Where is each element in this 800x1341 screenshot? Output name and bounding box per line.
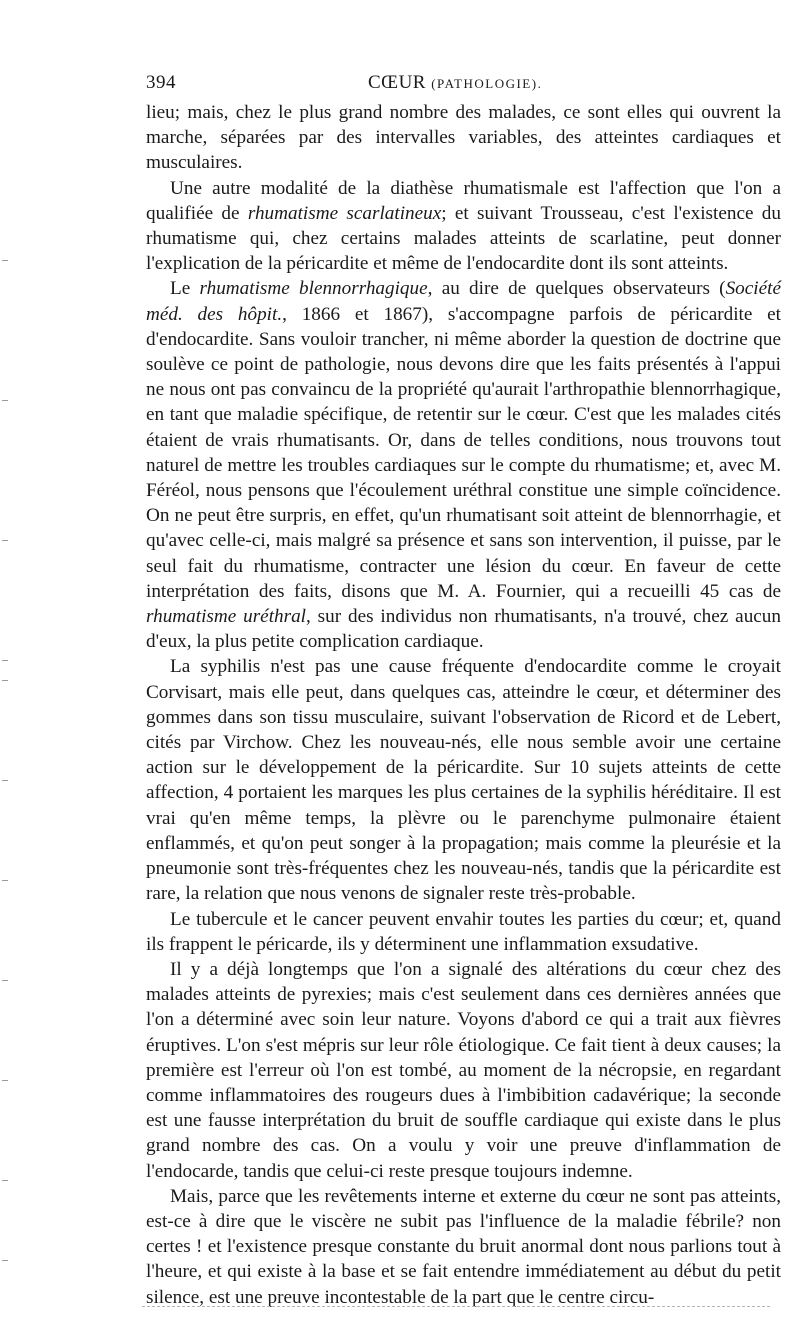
scan-margin-marks xyxy=(2,120,10,1300)
margin-tick xyxy=(2,680,8,681)
text-run: , au dire de quelques observateurs ( xyxy=(427,278,726,300)
text-run: Il y a déjà longtemps que l'on a signalé des altérations du cœur chez des malades atteints de pyrexies; mais c'est seulement dans ces dernières années que l'on a déterminé avec soin leur nature. Voyons d'abord ce qui a trait aux fièvres éruptives. L'on s'est mépris sur leur rôle étiologique. Ce fait tient à deux causes; la première est l'erreur où l'on est tombé, au moment de la nécropsie, en regardant comme inflammatoires des rougeurs dues à l'imbibition cadavérique; la seconde est une fausse interprétation du bruit de souffle cardiaque qui existe dans le plus grand nombre des cas. On a voulu y voir une preuve d'inflammation de l'endocarde, tandis que celui-ci reste presque toujours indemne. xyxy=(146,958,781,1182)
text-run: Le xyxy=(170,278,200,300)
running-title-subtitle: (PATHOLOGIE). xyxy=(431,76,543,91)
footer-rule xyxy=(142,1306,770,1307)
margin-tick xyxy=(2,540,8,541)
paragraph-6 xyxy=(146,957,781,1184)
margin-tick xyxy=(2,1080,8,1081)
paragraph-5 xyxy=(146,907,781,957)
text-run: ; et suivant Trousseau, c'est l'existence du rhumatisme qui, chez certains malades atteints de scarlatine, peut donner l'explication de la péricardite et même de l'endocardite dont ils sont atteints. xyxy=(146,202,781,275)
text-run: Une autre modalité de la diathèse rhumatismale est l'affection que l'on a qualifiée de xyxy=(146,177,781,224)
margin-tick xyxy=(2,660,8,661)
running-title-main: CŒUR xyxy=(368,72,426,93)
margin-tick xyxy=(2,400,8,401)
italic-citation: Société méd. des hôpit. xyxy=(146,278,781,325)
text-run: , sur des individus non rhumatisants, n'a trouvé, chez aucun d'eux, la plus petite complication cardiaque. xyxy=(146,606,781,653)
margin-tick xyxy=(2,780,8,781)
italic-term: rhumatisme blennorrhagique xyxy=(199,278,428,300)
text-run: , 1866 et 1867), s'accompagne parfois de péricardite et d'endocardite. Sans vouloir trancher, ni même aborder la question de doctrine que soulève ce point de pathologie, nous devons dire que les faits présentés à l'appui ne nous ont pas convaincu de la propriété qu'aurait l'arthropathie blennorrhagique, en tant que maladie spécifique, de retentir sur le cœur. C'est que les malades cités étaient de vrais rhumatisants. Or, dans de telles conditions, nous trouvons tout naturel de mettre les troubles cardiaques sur le compte du rhumatisme; et, avec M. Féréol, nous pensons que l'écoulement uréthral constitue une simple coïncidence. On ne peut être surpris, en effet, qu'un rhumatisant soit atteint de blennorrhagie, et qu'avec celle-ci, mais malgré sa présence et sans son intervention, il puisse, par le seul fait du rhumatisme, contracter une lésion du cœur. En faveur de cette interprétation des faits, disons que M. A. Fournier, qui a recueilli 45 cas de xyxy=(146,303,781,602)
text-run: La syphilis n'est pas une cause fréquente d'endocardite comme le croyait Corvisart, mais elle peut, dans quelques cas, atteindre le cœur, et déterminer des gommes dans son tissu musculaire, suivant l'observation de Ricord et de Lebert, cités par Virchow. Chez les nouveau-nés, elle nous semble avoir une certaine action sur le développement de la péricardite. Sur 10 sujets atteints de cette affection, 4 portaient les marques les plus certaines de la syphilis héréditaire. Il est vrai qu'en même temps, la plèvre ou le parenchyme pulmonaire étaient enflammés, et qu'on peut songer à la propagation; mais comme la pleurésie et la pneumonie sont très-fréquentes chez les nouveau-nés, tandis que la péricardite est rare, la relation que nous venons de signaler reste très-probable. xyxy=(146,656,781,905)
margin-tick xyxy=(2,1260,8,1261)
text-run: lieu; mais, chez le plus grand nombre des malades, ce sont elles qui ouvrent la marche, séparées par des intervalles variables, des atteintes cardiaques et musculaires. xyxy=(146,102,781,174)
text-run: Mais, parce que les revêtements interne et externe du cœur ne sont pas atteints, est-ce à dire que le viscère ne subit pas l'influence de la maladie fébrile? non certes ! et l'existence presque constante du bruit anormal dont nous parlions tout à l'heure, et qui existe à la base et se fait entendre immédiatement au début du petit silence, est une preuve incontestable de la part que le centre circu- xyxy=(146,1185,781,1308)
margin-tick xyxy=(2,260,8,261)
page-number: 394 xyxy=(146,72,176,93)
paragraph-4 xyxy=(146,654,781,906)
margin-tick xyxy=(2,980,8,981)
running-title xyxy=(368,72,542,94)
margin-tick xyxy=(2,1180,8,1181)
paragraph-2 xyxy=(146,176,781,277)
margin-tick xyxy=(2,880,8,881)
italic-term: rhumatisme scarlatineux xyxy=(247,202,442,224)
paragraph-3 xyxy=(146,276,781,654)
italic-term: rhumatisme uréthral xyxy=(146,606,307,628)
paragraph-7 xyxy=(146,1184,781,1310)
text-run: Le tubercule et le cancer peuvent envahir toutes les parties du cœur; et, quand ils frappent le péricarde, ils y déterminent une inflammation exsudative. xyxy=(146,908,781,955)
paragraph-1 xyxy=(146,100,781,176)
running-header xyxy=(146,72,774,98)
body-text xyxy=(146,100,781,1310)
